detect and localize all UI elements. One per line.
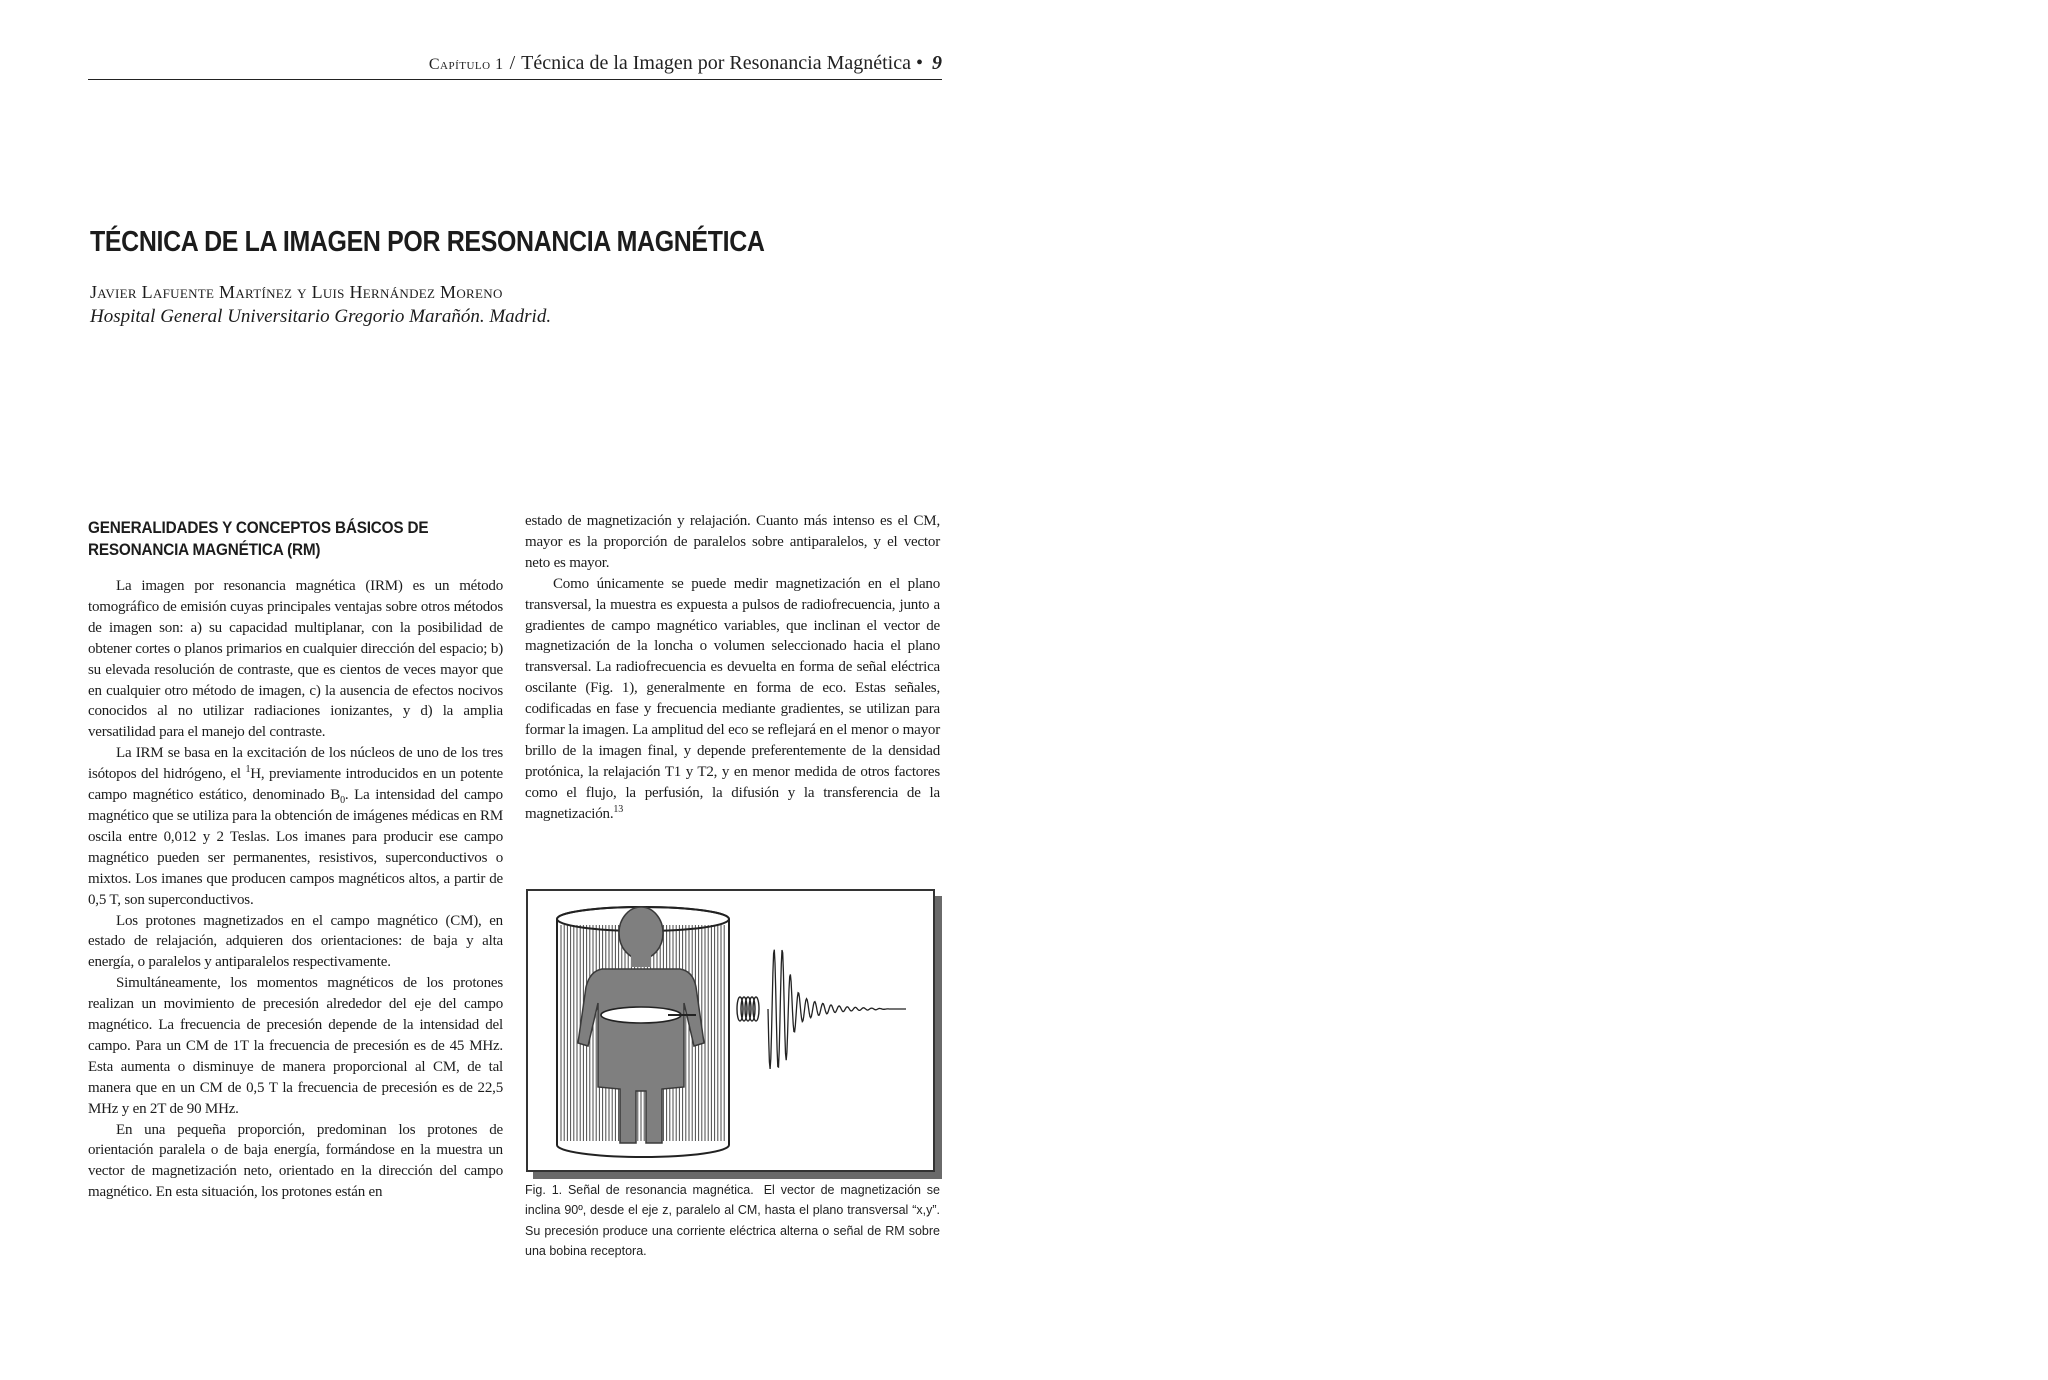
receiver-coil-icon <box>737 997 759 1021</box>
paragraph <box>525 574 940 825</box>
caption-body: El vector de magnetización se inclina 90º, desde el eje z, paralelo al CM, hasta el plano transversal “x,y”. Su precesión produce una corriente eléctrica alterna o señal de RM sobre una bobina receptora. <box>525 1183 941 1258</box>
running-head <box>88 48 942 80</box>
section-heading-line-1: GENERALIDADES Y CONCEPTOS BÁSICOS DE <box>88 518 429 537</box>
subscript: 0 <box>340 795 345 807</box>
paragraph-text: H, previamente introducidos en un potente campo magnético estático, denominado B <box>88 766 503 804</box>
paragraph: Los protones magnetizados en el campo magnético (CM), en estado de relajación, adquieren dos orientaciones: de baja y alta energía, o paralelos y antiparalelos respectivamente. <box>88 912 503 971</box>
bore-bottom-arc <box>557 1145 729 1157</box>
figure-caption <box>525 1180 940 1261</box>
header-bullet: • <box>915 52 923 74</box>
reference-superscript: 13 <box>613 803 624 815</box>
paragraph-text: Como únicamente se puede medir magnetización en el plano transversal, la muestra es expuesta a pulsos de radiofrecuencia, junto a gradientes de campo magnético variables, que inclinan el vector de magnetización de la loncha o volumen seleccionado hacia el plano transversal. La radiofrecuencia es devuelta en forma de señal eléctrica oscilante (Fig. 1), generalmente en forma de eco. Estas señales, codificadas en fase y frecuencia mediante gradientes, se utilizan para formar la imagen. La amplitud del eco se reflejará en el menor o mayor brillo de la imagen final, y depende preferentemente de la densidad protónica, la relajación T1 y T2, y en menor medida de otros factores como el flujo, la perfusión, la difusión y la transferencia de la magnetización. <box>525 575 940 822</box>
caption-lead: Fig. 1. Señal de resonancia magnética. <box>525 1183 754 1197</box>
running-title: Técnica de la Imagen por Resonancia Magnética <box>521 52 911 74</box>
article-title: TÉCNICA DE LA IMAGEN POR RESONANCIA MAGNÉTICA <box>90 226 765 258</box>
paragraph-text: . La intensidad del campo magnético que se utiliza para la obtención de imágenes médicas en RM oscila entre 0,012 y 2 Teslas. Los imanes para producir ese campo magnético pueden ser permanentes, resistivos, superconductivos o mixtos. Los imanes que producen campos magnéticos altos, a partir de 0,5 T, son superconductivos. <box>88 787 503 908</box>
header-separator: / <box>509 52 516 74</box>
article-affiliation: Hospital General Universitario Gregorio Marañón. Madrid. <box>90 306 552 327</box>
rf-signal-wave <box>768 950 906 1069</box>
section-heading-line-2: RESONANCIA MAGNÉTICA (RM) <box>88 540 321 559</box>
paragraph <box>88 743 503 910</box>
patient-neck <box>631 955 651 967</box>
chapter-label: Capítulo 1 <box>428 56 504 73</box>
patient-head <box>619 907 663 959</box>
header-rule <box>88 79 942 80</box>
paragraph: La imagen por resonancia magnética (IRM) es un método tomográfico de emisión cuyas principales ventajas sobre otros métodos de imagen son: a) su capacidad multiplanar, con la posibilidad de obtener cortes o planos primarios en cualquier dirección del espacio; b) su elevada resolución de contraste, que es cientos de veces mayor que en cualquier otro método de imagen, c) la ausencia de efectos nocivos conocidos al no utilizar radiaciones ionizantes, y d) la amplia versatilidad para el manejo del contraste. <box>88 578 503 741</box>
mri-signal-illustration <box>528 891 933 1170</box>
section-heading <box>88 517 466 561</box>
right-column <box>525 511 940 825</box>
figure-1 <box>526 889 935 1172</box>
left-column <box>88 576 503 1203</box>
paragraph: Simultáneamente, los momentos magnéticos de los protones realizan un movimiento de precesión alrededor del eje del campo magnético. La frecuencia de precesión depende de la intensidad del campo. Para un CM de 1T la frecuencia de precesión es de 45 MHz. Esta aumenta o disminuye de manera proporcional al CM, de tal manera que en un CM de 0,5 T la frecuencia de precesión es de 22,5 MHz y en 2T de 90 MHz. <box>88 975 503 1117</box>
paragraph: estado de magnetización y relajación. Cuanto más intenso es el CM, mayor es la proporción de paralelos sobre antiparalelos, y el vector neto es mayor. <box>525 513 940 571</box>
article-authors: Javier Lafuente Martínez y Luis Hernández Moreno <box>90 282 503 302</box>
superscript: 1 <box>245 764 251 776</box>
paragraph-text: La IRM se basa en la excitación de los núcleos de uno de los tres isótopos del hidrógeno, el <box>88 745 503 783</box>
page-number: 9 <box>932 52 942 74</box>
paragraph: En una pequeña proporción, predominan los protones de orientación paralela o de baja energía, formándose en la muestra un vector de magnetización neto, orientado en la dirección del campo magnético. En esta situación, los protones están en <box>88 1121 503 1201</box>
